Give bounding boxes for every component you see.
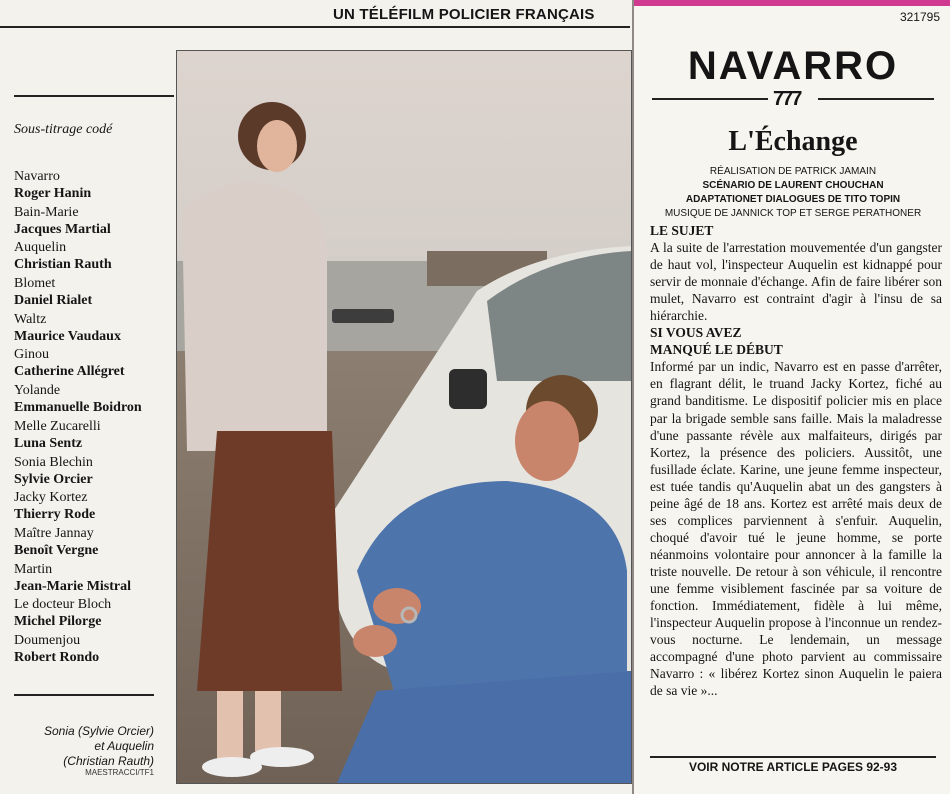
listing-code: 321795 bbox=[899, 10, 940, 24]
woman-leg bbox=[217, 691, 243, 761]
cast-item bbox=[14, 382, 184, 418]
cast-role: Navarro bbox=[14, 169, 60, 184]
cast-actor: Emmanuelle Boidron bbox=[14, 400, 142, 416]
subject-text: A la suite de l'arrestation mouvementée d'un gangster de haut vol, l'inspecteur Auquelin est kidnappé pour servir de monnaie d'échange. Afin de faire libérer son mulet, Navarro est contraint d'agir à l'insu de sa hiérarchie. bbox=[650, 240, 942, 324]
cast-role: Yolande bbox=[14, 383, 61, 399]
caption-rule bbox=[14, 694, 154, 696]
car-mirror bbox=[449, 369, 487, 409]
title-rule-left bbox=[652, 98, 768, 100]
cast-item bbox=[14, 596, 184, 632]
cast-actor: Roger Hanin bbox=[14, 186, 92, 201]
man-face bbox=[515, 401, 579, 481]
cast-actor: Christian Rauth bbox=[14, 257, 112, 273]
caption-line: (Christian Rauth) bbox=[63, 754, 154, 768]
series-title: NAVARRO bbox=[687, 44, 899, 88]
cast-actor: Catherine Allégret bbox=[14, 364, 125, 380]
cast-role: Waltz bbox=[14, 311, 47, 327]
cast-item bbox=[14, 346, 184, 382]
cast-item bbox=[14, 525, 184, 561]
subject-heading: LE SUJET bbox=[650, 223, 714, 238]
cast-actor: Sylvie Orcier bbox=[14, 471, 93, 487]
cast-role: Doumenjou bbox=[14, 632, 81, 648]
title-rule-right bbox=[818, 98, 934, 100]
woman-face bbox=[257, 120, 297, 172]
woman-jacket bbox=[182, 182, 327, 451]
rating-stars-icon: 777 bbox=[773, 88, 801, 110]
article-reference: VOIR NOTRE ARTICLE PAGES 92-93 bbox=[688, 760, 898, 774]
revolver bbox=[332, 309, 394, 323]
cast-actor: Thierry Rode bbox=[14, 507, 96, 523]
cast-item bbox=[14, 204, 184, 240]
scene-photo bbox=[176, 50, 632, 784]
cast-actor: Jacques Martial bbox=[14, 221, 111, 237]
right-page bbox=[632, 0, 950, 794]
cast-item bbox=[14, 168, 184, 204]
synopsis bbox=[650, 222, 942, 699]
cast-item bbox=[14, 561, 184, 597]
cast-actor: Jean-Marie Mistral bbox=[14, 578, 132, 594]
cast-role: Sonia Blechin bbox=[14, 454, 93, 470]
cast-actor: Benoît Vergne bbox=[14, 542, 99, 558]
photo-caption bbox=[14, 724, 154, 769]
cast-role: Bain-Marie bbox=[14, 204, 79, 220]
woman-leg bbox=[255, 691, 281, 751]
cast-item bbox=[14, 418, 184, 454]
missed-text: Informé par un indic, Navarro est en passe d'arrêter, en flagrant délit, le truand Jacky Kortez, fiché au grand banditisme. Le dispositif policier mis en place par la brigade semble sans faille. Mais la maladresse d'une passante révèle aux malfaiteurs, dirigés par Kortez, la présence des policiers. Aussitôt, une fusillade éclate. Karine, une jeune femme inspecteur, est tuée tandis qu'Auquelin abat un des gangsters à peine âgé de 18 ans. Kortez est arrêté mais deux de ses complices parviennent à s'enfuir. Auquelin, choqué d'avoir tué le jeune homme, se porte néanmoins volontaire pour annoncer à la famille la triste nouvelle. De retour à son véhicule, il rencontre une femme visiblement fascinée par sa voiture de fonction. Immédiatement, fidèle à lui même, l'inspecteur Auquelin propose à l'inconnue un rendez-vous nocturne. Le lendemain, un message accompagné d'une photo parvient au commissaire Navarro : « libérez Kortez sinon Auquelin le paiera de sa vie »... bbox=[650, 359, 942, 699]
cast-actor: Luna Sentz bbox=[14, 435, 83, 451]
cast-list bbox=[14, 168, 184, 668]
cast-role: Le docteur Bloch bbox=[14, 597, 112, 613]
cast-item bbox=[14, 311, 184, 347]
caption-line: et Auquelin bbox=[94, 739, 154, 753]
cast-item bbox=[14, 632, 184, 668]
woman-skirt bbox=[197, 431, 342, 691]
film-type-heading: UN TÉLÉFILM POLICIER FRANÇAIS bbox=[333, 6, 595, 23]
cast-role: Jacky Kortez bbox=[14, 490, 88, 506]
crew-adaptation: ADAPTATIONET DIALOGUES DE TITO TOPIN bbox=[685, 194, 901, 205]
cast-role: Melle Zucarelli bbox=[14, 418, 101, 434]
article-rule bbox=[650, 756, 936, 758]
caption-line: Sonia (Sylvie Orcier) bbox=[43, 724, 154, 738]
cast-role: Martin bbox=[14, 561, 53, 577]
cast-role: Ginou bbox=[14, 347, 49, 363]
cast-top-rule bbox=[14, 95, 174, 97]
crew-direction: RÉALISATION DE PATRICK JAMAIN bbox=[709, 166, 877, 177]
cast-item bbox=[14, 454, 184, 490]
missed-heading: SI VOUS AVEZ bbox=[650, 325, 742, 341]
episode-title: L'Échange bbox=[728, 126, 858, 157]
missed-heading: MANQUÉ LE DÉBUT bbox=[650, 342, 783, 358]
cast-item bbox=[14, 489, 184, 525]
cast-role: Auquelin bbox=[14, 240, 67, 256]
photo-credit: MAESTRACCI/TF1 bbox=[85, 768, 154, 777]
cast-item bbox=[14, 239, 184, 275]
scene-illustration bbox=[177, 51, 631, 783]
cast-actor: Robert Rondo bbox=[14, 649, 100, 665]
crew-credits bbox=[634, 165, 950, 221]
subtitle-note: Sous-titrage codé bbox=[14, 122, 113, 137]
cast-item bbox=[14, 275, 184, 311]
cast-actor: Daniel Rialet bbox=[14, 293, 93, 309]
crew-music: MUSIQUE DE JANNICK TOP ET SERGE PERATHONER bbox=[664, 208, 922, 219]
cast-role: Blomet bbox=[14, 276, 56, 292]
cast-actor: Maurice Vaudaux bbox=[14, 328, 121, 344]
crew-script: SCÉNARIO DE LAURENT CHOUCHAN bbox=[702, 180, 884, 191]
cast-role: Maître Jannay bbox=[14, 525, 94, 541]
header-rule bbox=[0, 26, 630, 28]
woman-shoe bbox=[250, 747, 314, 767]
man-hand bbox=[353, 625, 397, 657]
accent-strip bbox=[634, 0, 950, 6]
cast-actor: Michel Pilorge bbox=[14, 614, 102, 630]
